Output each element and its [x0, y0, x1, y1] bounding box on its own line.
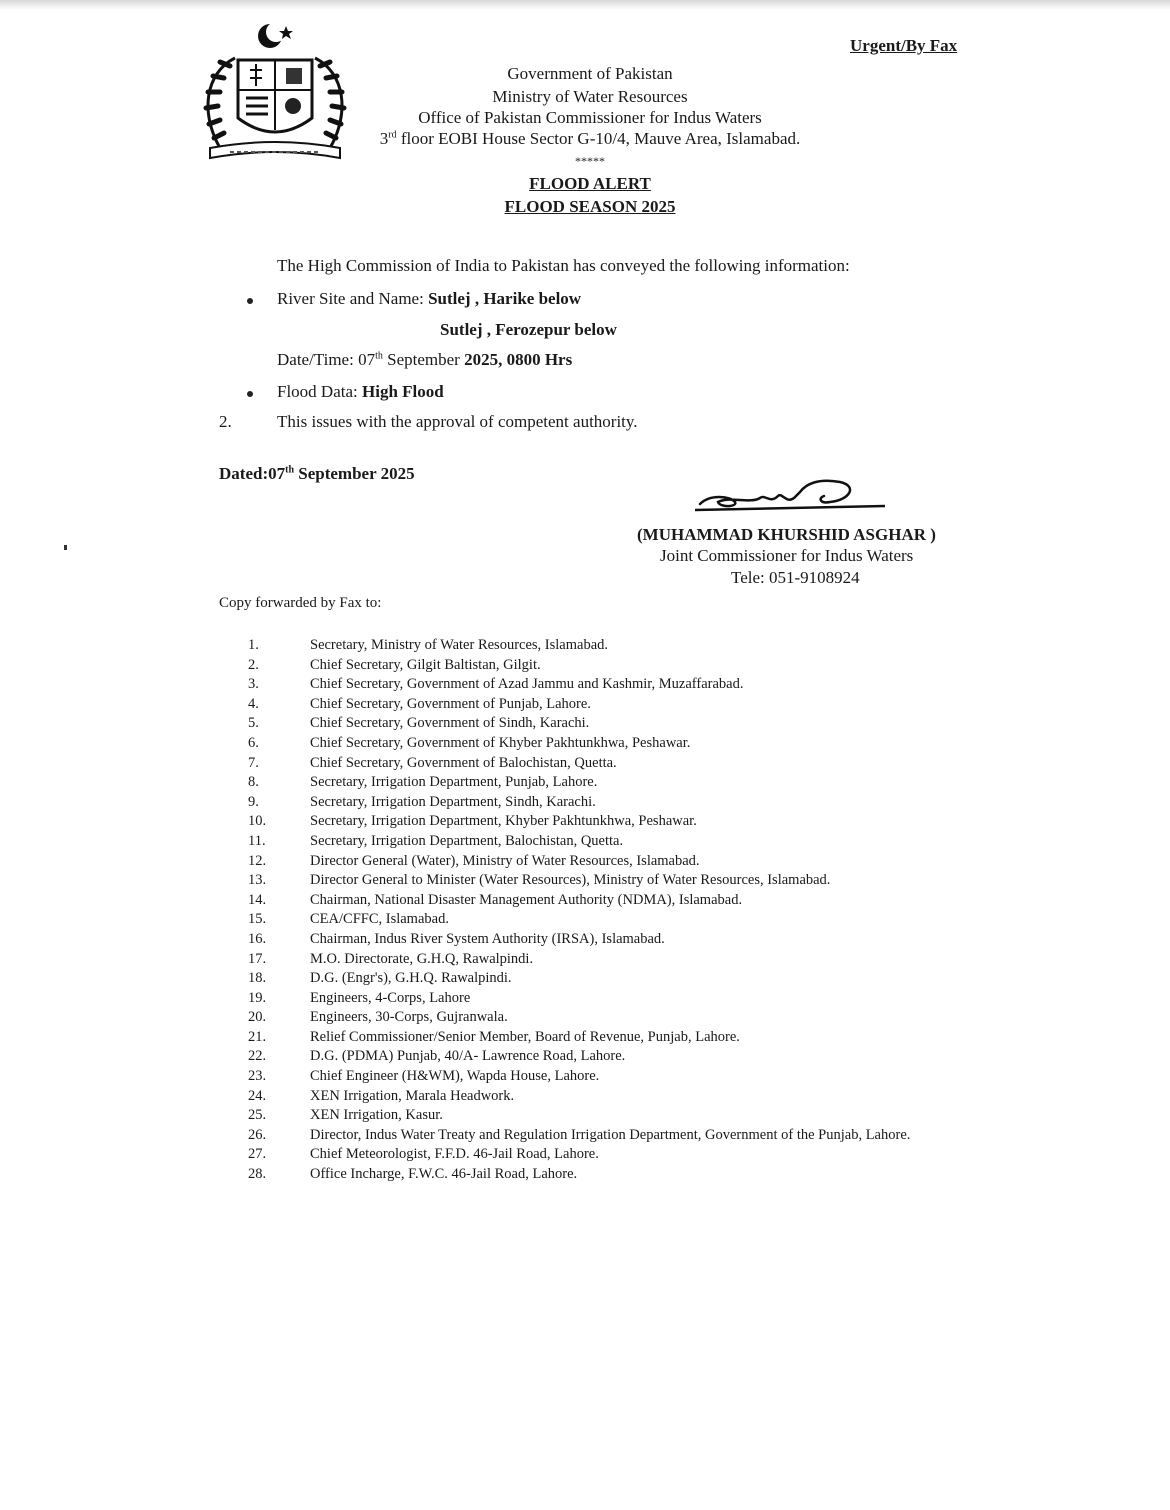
- list-item-text: Chairman, National Disaster Management Authority (NDMA), Islamabad.: [310, 891, 743, 908]
- list-item-number: 21.: [248, 1028, 267, 1045]
- list-item-number: 10.: [248, 813, 267, 830]
- title-flood-season: FLOOD SEASON 2025: [504, 197, 676, 216]
- copy-heading: Copy forwarded by Fax to:: [219, 595, 382, 611]
- list-item: [248, 852, 968, 872]
- dated-line: [219, 464, 415, 484]
- list-item-text: CEA/CFFC, Islamabad.: [310, 911, 449, 928]
- datetime-line: [277, 350, 572, 370]
- list-item-number: 13.: [248, 872, 267, 889]
- list-item-number: 12.: [248, 852, 267, 869]
- list-item-number: 22.: [248, 1048, 267, 1065]
- signature-icon: [690, 474, 890, 522]
- address-floor-suffix: rd: [388, 129, 397, 141]
- signatory-tele: Tele: 051-9108924: [731, 568, 860, 587]
- flood-data-value: High Flood: [362, 382, 444, 401]
- header-ministry: Ministry of Water Resources: [492, 87, 688, 106]
- list-item-text: Secretary, Irrigation Department, Khyber Pakhtunkhwa, Peshawar.: [310, 813, 697, 830]
- scan-mark: [64, 545, 67, 550]
- list-item-text: XEN Irrigation, Kasur.: [310, 1107, 443, 1124]
- list-item-number: 7.: [248, 754, 259, 771]
- list-item-number: 15.: [248, 911, 267, 928]
- list-item: [248, 1028, 968, 1048]
- list-item-text: Secretary, Ministry of Water Resources, Islamabad.: [310, 637, 609, 653]
- copy-list: [248, 636, 968, 1185]
- list-item-text: Office Incharge, F.W.C. 46-Jail Road, Lahore.: [310, 1166, 578, 1183]
- list-item-text: Engineers, 30-Corps, Gujranwala.: [310, 1009, 508, 1026]
- list-item: [248, 969, 968, 989]
- list-item: [248, 930, 968, 950]
- list-item: [248, 871, 968, 891]
- list-item: [248, 989, 968, 1009]
- list-item-text: XEN Irrigation, Marala Headwork.: [310, 1087, 515, 1104]
- list-item: [248, 1126, 968, 1146]
- dated-sup: th: [285, 464, 295, 476]
- list-item-text: Relief Commissioner/Senior Member, Board of Revenue, Punjab, Lahore.: [310, 1028, 740, 1045]
- header-government: Government of Pakistan: [507, 64, 673, 83]
- urgent-fax-label: Urgent/By Fax: [850, 36, 958, 55]
- list-item-number: 28.: [248, 1166, 267, 1183]
- river-label: River Site and Name:: [277, 289, 429, 308]
- list-item-number: 3.: [248, 676, 259, 693]
- list-item-text: M.O. Directorate, G.H.Q, Rawalpindi.: [310, 950, 534, 967]
- list-item-text: Chief Secretary, Government of Punjab, Lahore.: [310, 695, 591, 712]
- title-flood-alert: FLOOD ALERT: [529, 174, 651, 193]
- river-site-2: [440, 320, 617, 340]
- para2-number: 2.: [219, 412, 232, 431]
- list-item-text: Chief Engineer (H&WM), Wapda House, Lahore.: [310, 1068, 600, 1085]
- list-item: [248, 656, 968, 676]
- dated-label: Dated:07: [219, 464, 286, 483]
- list-item-text: Chairman, Indus River System Authority (IRSA), Islamabad.: [310, 930, 665, 947]
- list-item-text: Chief Secretary, Government of Azad Jammu and Kashmir, Muzaffarabad.: [310, 676, 744, 693]
- list-item-text: Chief Secretary, Government of Khyber Pakhtunkhwa, Peshawar.: [310, 734, 691, 751]
- list-item: [248, 793, 968, 813]
- river-site-1: Sutlej , Harike below: [428, 289, 582, 308]
- list-item-number: 18.: [248, 970, 267, 987]
- list-item-number: 27.: [248, 1146, 267, 1163]
- list-item: [248, 675, 968, 695]
- list-item-number: 11.: [248, 832, 266, 849]
- list-item-text: Chief Meteorologist, F.F.D. 46-Jail Road, Lahore.: [310, 1146, 599, 1163]
- datetime-month: September: [382, 350, 465, 369]
- list-item: [248, 1106, 968, 1126]
- list-item-number: 2.: [248, 656, 259, 673]
- flood-data-label: Flood Data:: [277, 382, 362, 401]
- list-item-number: 25.: [248, 1107, 267, 1124]
- list-item-number: 24.: [248, 1087, 267, 1104]
- list-item: [248, 636, 968, 656]
- list-item: [248, 950, 968, 970]
- list-item-text: Chief Secretary, Government of Sindh, Karachi.: [310, 715, 590, 732]
- list-item-number: 5.: [248, 715, 259, 732]
- list-item: [248, 832, 968, 852]
- list-item-number: 8.: [248, 774, 259, 791]
- list-item-text: Director General to Minister (Water Resources), Ministry of Water Resources, Islamabad.: [310, 872, 831, 889]
- list-item-text: D.G. (Engr's), G.H.Q. Rawalpindi.: [310, 970, 512, 987]
- list-item: [248, 1047, 968, 1067]
- para2-text: This issues with the approval of competent authority.: [277, 412, 638, 431]
- list-item-text: Secretary, Irrigation Department, Punjab, Lahore.: [310, 774, 598, 791]
- list-item: [248, 714, 968, 734]
- header-stars: *****: [575, 154, 605, 168]
- dated-month: September 2025: [294, 464, 415, 483]
- list-item-text: Director General (Water), Ministry of Water Resources, Islamabad.: [310, 852, 700, 869]
- list-item-text: Secretary, Irrigation Department, Sindh, Karachi.: [310, 793, 596, 810]
- list-item: [248, 1087, 968, 1107]
- list-item: [248, 812, 968, 832]
- scan-top-shadow: [0, 0, 1170, 10]
- list-item-text: Engineers, 4-Corps, Lahore: [310, 989, 471, 1006]
- list-item-number: 17.: [248, 950, 267, 967]
- list-item: [248, 1145, 968, 1165]
- list-item: [248, 754, 968, 774]
- header-office: Office of Pakistan Commissioner for Indus Waters: [418, 108, 762, 127]
- river-site-2-text: Sutlej , Ferozepur below: [440, 320, 617, 339]
- list-item-text: D.G. (PDMA) Punjab, 40/A- Lawrence Road, Lahore.: [310, 1048, 626, 1065]
- list-item: [248, 1067, 968, 1087]
- bullet-icon: [247, 298, 253, 304]
- address-text: floor EOBI House Sector G-10/4, Mauve Area, Islamabad.: [396, 129, 801, 148]
- list-item-number: 6.: [248, 734, 259, 751]
- list-item: [248, 773, 968, 793]
- list-item: [248, 695, 968, 715]
- signatory-name: (MUHAMMAD KHURSHID ASGHAR ): [637, 525, 936, 544]
- list-item-number: 9.: [248, 793, 259, 810]
- datetime-label: Date/Time: 07: [277, 350, 376, 369]
- flood-data-line: [277, 382, 444, 402]
- river-line: [277, 289, 581, 309]
- list-item: [248, 891, 968, 911]
- list-item: [248, 910, 968, 930]
- list-item: [248, 1008, 968, 1028]
- list-item-number: 16.: [248, 930, 267, 947]
- list-item-number: 20.: [248, 1009, 267, 1026]
- intro-text: The High Commission of India to Pakistan has conveyed the following information:: [277, 256, 850, 275]
- datetime-value: 2025, 0800 Hrs: [464, 350, 573, 369]
- list-item-number: 14.: [248, 891, 267, 908]
- list-item: [248, 734, 968, 754]
- list-item-number: 26.: [248, 1126, 267, 1143]
- list-item-number: 4.: [248, 695, 259, 712]
- header-address: [330, 129, 850, 149]
- bullet-icon: [247, 391, 253, 397]
- list-item: [248, 1165, 968, 1185]
- list-item-text: Secretary, Irrigation Department, Balochistan, Quetta.: [310, 832, 624, 849]
- list-item-text: Director, Indus Water Treaty and Regulation Irrigation Department, Government of the Punjab, Lahore.: [310, 1126, 911, 1143]
- list-item-number: 1.: [248, 637, 259, 653]
- list-item-number: 23.: [248, 1068, 267, 1085]
- list-item-text: Chief Secretary, Gilgit Baltistan, Gilgit.: [310, 656, 541, 673]
- list-item-text: Chief Secretary, Government of Balochistan, Quetta.: [310, 754, 617, 771]
- list-item-number: 19.: [248, 989, 267, 1006]
- signatory-designation: Joint Commissioner for Indus Waters: [660, 546, 914, 565]
- datetime-sup: th: [375, 350, 383, 362]
- address-floor-number: 3: [379, 129, 389, 148]
